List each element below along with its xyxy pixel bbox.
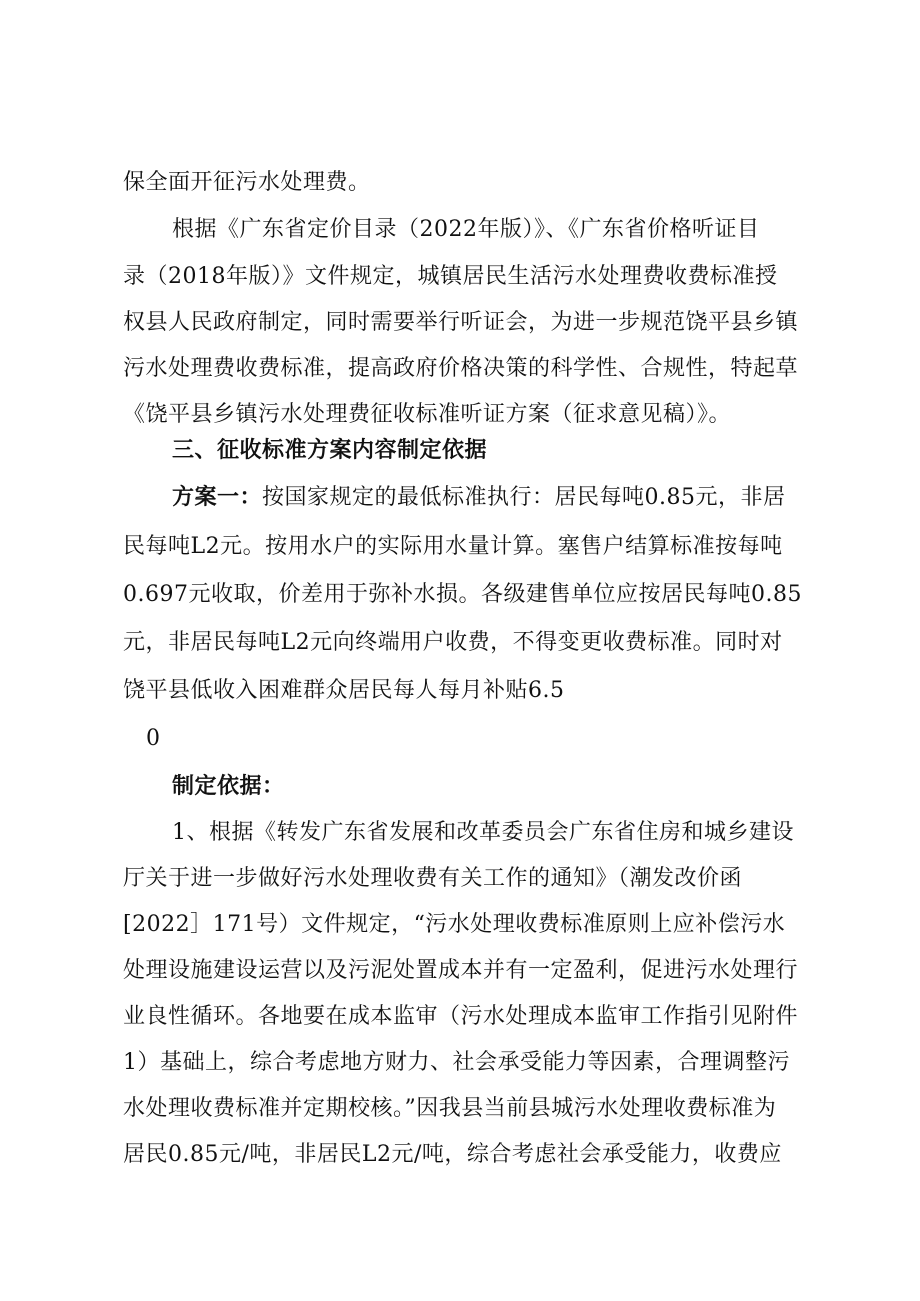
paragraph-line: 处理设施建设运营以及污泥处置成本并有一定盈利，促进污水处理行 <box>123 958 799 983</box>
paragraph-line: 录（2018年版）》文件规定，城镇居民生活污水处理费收费标准授 <box>123 264 778 289</box>
paragraph-line: 《饶平县乡镇污水处理费征收标准听证方案（征求意见稿）》。 <box>123 402 732 427</box>
paragraph-line: [2022］171号）文件规定，“污水处理收费标准原则上应补偿污水 <box>123 912 786 937</box>
paragraph-line: 居民0.85元/吨，非居民L2元/吨，综合考虑社会承受能力，收费应 <box>123 1142 782 1167</box>
paragraph-line <box>172 483 786 513</box>
subsection-heading: 制定依据： <box>172 774 285 799</box>
paragraph-line: 饶平县低收入困难群众居民每人每月补贴6.5 <box>123 678 565 703</box>
paragraph-line: 民每吨L2元。按用水户的实际用水量计算。塞售户结算标准按每吨 <box>123 534 783 559</box>
paragraph-line: 0 <box>146 726 161 751</box>
section-heading: 三、征收标准方案内容制定依据 <box>172 438 488 463</box>
paragraph-line: 0.697元收取，价差用于弥补水损。各级建售单位应按居民每吨0.85 <box>123 582 802 607</box>
paragraph-line: 1、根据《转发广东省发展和改革委员会广东省住房和城乡建设 <box>172 820 794 845</box>
paragraph-line: 保全面开征污水处理费。 <box>123 170 371 195</box>
paragraph-line: 根据《广东省定价目录（2022年版）》、《广东省价格听证目 <box>172 217 760 242</box>
paragraph-line: 权县人民政府制定，同时需要举行听证会，为进一步规范饶平县乡镇 <box>123 310 799 335</box>
paragraph-line: 水处理收费标准并定期校核。”因我县当前县城污水处理收费标准为 <box>123 1096 777 1121</box>
scheme-text: 按国家规定的最低标准执行：居民每吨0.85元，非居 <box>262 485 786 510</box>
paragraph-line: 业良性循环。各地要在成本监审（污水处理成本监审工作指引见附件 <box>123 1004 799 1029</box>
paragraph-line: 污水处理费收费标准，提高政府价格决策的科学性、合规性，特起草 <box>123 356 799 381</box>
paragraph-line: 1）基础上，综合考虑地方财力、社会承受能力等因素，合理调整污 <box>123 1050 790 1075</box>
paragraph-line: 厅关于进一步做好污水处理收费有关工作的通知》（潮发改价函 <box>123 866 743 891</box>
paragraph-line: 元，非居民每吨L2元向终端用户收费，不得变更收费标准。同时对 <box>123 630 783 655</box>
scheme-label: 方案一： <box>172 485 263 510</box>
